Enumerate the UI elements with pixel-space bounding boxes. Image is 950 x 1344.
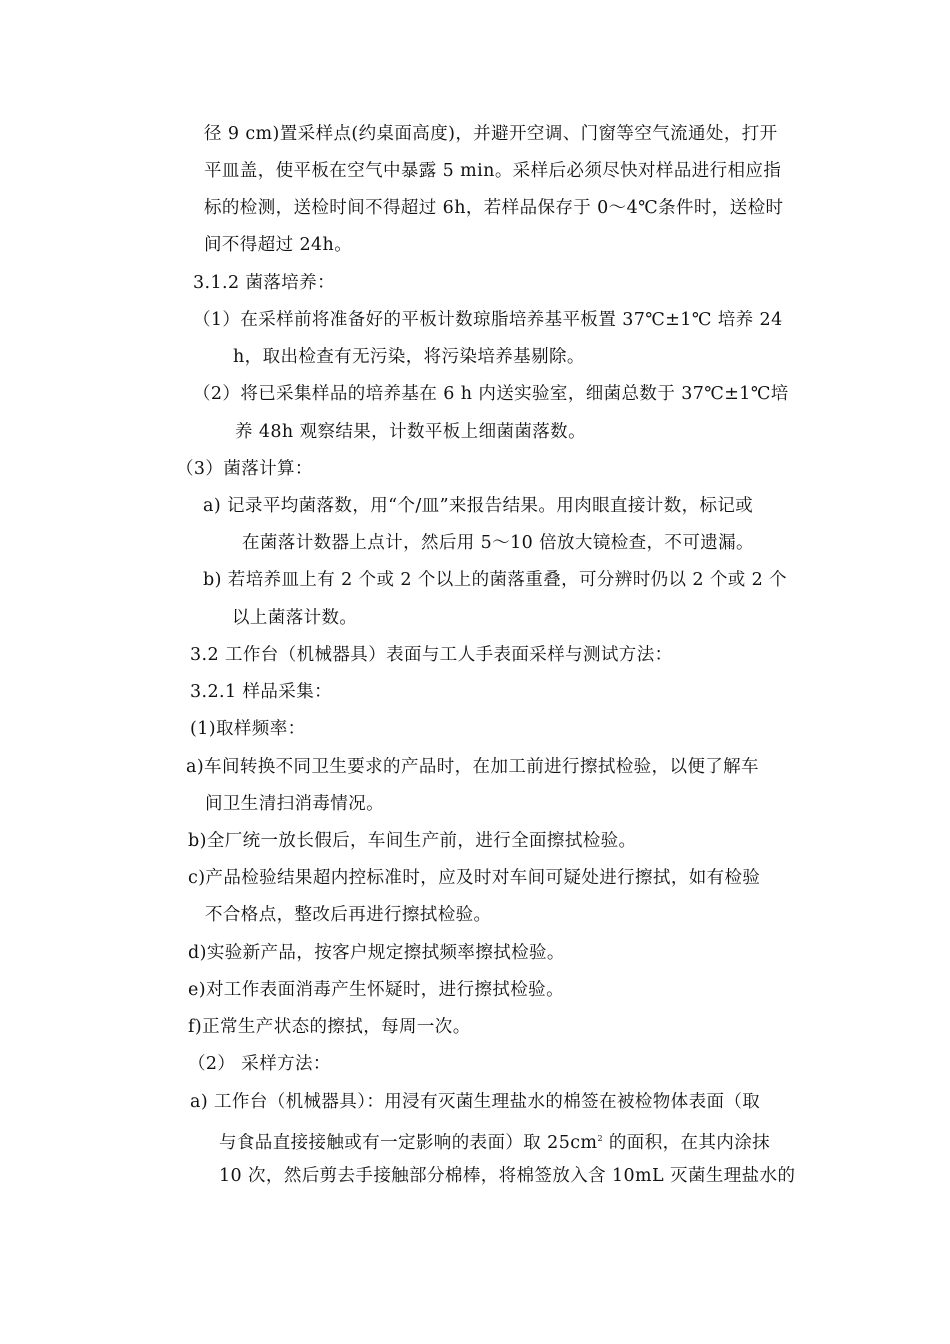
text-segment: 与食品直接接触或有一定影响的表面）取 25cm: [219, 1132, 598, 1153]
text-line: b) 若培养皿上有 2 个或 2 个以上的菌落重叠，可分辨时仍以 2 个或 2 个: [203, 570, 788, 590]
text-line: 不合格点，整改后再进行擦拭检验。: [205, 905, 492, 925]
text-line: 间不得超过 24h。: [204, 235, 353, 255]
text-line: 径 9 cm)置采样点(约桌面高度)，并避开空调、门窗等空气流通处，打开: [204, 124, 778, 144]
text-segment: 的面积，在其内涂抹: [608, 1132, 771, 1153]
text-line: 标的检测，送检时间不得超过 6h，若样品保存于 0～4℃条件时，送检时: [204, 198, 784, 218]
text-line: 间卫生清扫消毒情况。: [205, 794, 384, 814]
text-line: d)实验新产品，按客户规定擦拭频率擦拭检验。: [188, 943, 565, 963]
subsection-heading: （2） 采样方法：: [188, 1054, 331, 1074]
text-line: 以上菌落计数。: [232, 608, 358, 628]
text-line: 平皿盖，使平板在空气中暴露 5 min。采样后必须尽快对样品进行相应指: [204, 161, 782, 181]
subsection-heading: (1)取样频率：: [190, 719, 306, 739]
text-line: e)对工作表面消毒产生怀疑时，进行擦拭检验。: [188, 980, 564, 1000]
text-line: 10 次，然后剪去手接触部分棉棒，将棉签放入含 10mL 灭菌生理盐水的: [219, 1166, 796, 1186]
text-line: a)车间转换不同卫生要求的产品时，在加工前进行擦拭检验，以便了解车: [186, 757, 759, 777]
text-line: f)正常生产状态的擦拭，每周一次。: [188, 1017, 471, 1037]
text-line: b)全厂统一放长假后，车间生产前，进行全面擦拭检验。: [188, 831, 637, 851]
superscript: 2: [597, 1134, 603, 1143]
text-line: [219, 1127, 770, 1155]
text-line: （1）在采样前将准备好的平板计数琼脂培养基平板置 37℃±1℃ 培养 24: [193, 310, 783, 330]
section-heading: 3.2.1 样品采集：: [190, 682, 332, 702]
text-line: a) 工作台（机械器具）：用浸有灭菌生理盐水的棉签在被检物体表面（取: [190, 1092, 761, 1112]
text-line: c)产品检验结果超内控标准时，应及时对车间可疑处进行擦拭，如有检验: [188, 868, 761, 888]
text-line: 在菌落计数器上点计，然后用 5～10 倍放大镜检查，不可遗漏。: [242, 533, 754, 553]
text-line: 养 48h 观察结果，计数平板上细菌菌落数。: [235, 422, 586, 442]
subsection-heading: （3）菌落计算：: [176, 459, 313, 479]
text-line: h，取出检查有无污染，将污染培养基剔除。: [233, 347, 585, 367]
text-line: a) 记录平均菌落数，用“个/皿”来报告结果。用肉眼直接计数，标记或: [203, 496, 754, 516]
section-heading: 3.2 工作台（机械器具）表面与工人手表面采样与测试方法：: [190, 645, 673, 665]
text-line: （2）将已采集样品的培养基在 6 h 内送实验室，细菌总数于 37℃±1℃培: [193, 384, 789, 404]
section-heading: 3.1.2 菌落培养：: [193, 273, 335, 293]
